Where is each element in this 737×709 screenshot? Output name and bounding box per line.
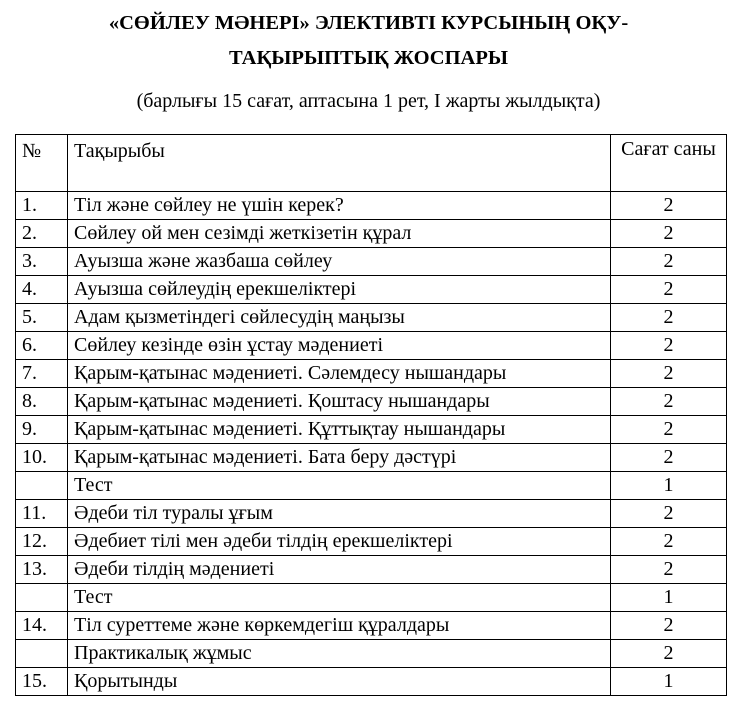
table-header-row bbox=[16, 135, 727, 192]
row-topic: Қарым-қатынас мәдениеті. Құттықтау нышандары bbox=[68, 416, 611, 444]
column-header-topic: Тақырыбы bbox=[68, 135, 611, 192]
row-number bbox=[16, 472, 68, 500]
table-body bbox=[16, 192, 727, 696]
row-topic: Тіл және сөйлеу не үшін керек? bbox=[68, 192, 611, 220]
row-hours: 2 bbox=[611, 556, 727, 584]
row-hours: 1 bbox=[611, 668, 727, 696]
table-row bbox=[16, 220, 727, 248]
table-row bbox=[16, 612, 727, 640]
row-hours: 2 bbox=[611, 612, 727, 640]
row-topic: Қарым-қатынас мәдениеті. Бата беру дәстүрі bbox=[68, 444, 611, 472]
row-hours: 2 bbox=[611, 388, 727, 416]
column-header-hours: Сағат саны bbox=[611, 135, 727, 192]
row-hours: 2 bbox=[611, 500, 727, 528]
row-hours: 2 bbox=[611, 220, 727, 248]
table-row bbox=[16, 276, 727, 304]
table-row bbox=[16, 332, 727, 360]
table-row bbox=[16, 360, 727, 388]
row-topic: Әдебиет тілі мен әдеби тілдің ерекшеліктері bbox=[68, 528, 611, 556]
table-row bbox=[16, 416, 727, 444]
row-number: 15. bbox=[16, 668, 68, 696]
row-hours: 1 bbox=[611, 584, 727, 612]
row-hours: 2 bbox=[611, 444, 727, 472]
table-row bbox=[16, 192, 727, 220]
row-topic: Тест bbox=[68, 472, 611, 500]
table-row bbox=[16, 388, 727, 416]
row-hours: 2 bbox=[611, 304, 727, 332]
row-topic: Әдеби тілдің мәдениеті bbox=[68, 556, 611, 584]
row-number: 5. bbox=[16, 304, 68, 332]
curriculum-table bbox=[15, 134, 727, 696]
row-topic: Тест bbox=[68, 584, 611, 612]
row-number: 13. bbox=[16, 556, 68, 584]
table-row bbox=[16, 304, 727, 332]
row-number: 7. bbox=[16, 360, 68, 388]
table-row bbox=[16, 668, 727, 696]
row-topic: Әдеби тіл туралы ұғым bbox=[68, 500, 611, 528]
document-title-line-1: «СӨЙЛЕУ МӘНЕРІ» ЭЛЕКТИВТІ КУРСЫНЫҢ ОҚУ- bbox=[108, 12, 629, 34]
row-number: 1. bbox=[16, 192, 68, 220]
table-row bbox=[16, 248, 727, 276]
row-number: 14. bbox=[16, 612, 68, 640]
row-number: 4. bbox=[16, 276, 68, 304]
row-number: 3. bbox=[16, 248, 68, 276]
table-row bbox=[16, 556, 727, 584]
row-number: 11. bbox=[16, 500, 68, 528]
row-topic: Қорытынды bbox=[68, 668, 611, 696]
row-topic: Сөйлеу кезінде өзін ұстау мәдениеті bbox=[68, 332, 611, 360]
table-row bbox=[16, 640, 727, 668]
column-header-number: № bbox=[16, 135, 68, 192]
table-row bbox=[16, 584, 727, 612]
row-hours: 2 bbox=[611, 192, 727, 220]
row-number bbox=[16, 640, 68, 668]
document-title-line-2: ТАҚЫРЫПТЫҚ ЖОСПАРЫ bbox=[228, 47, 508, 69]
row-hours: 1 bbox=[611, 472, 727, 500]
row-number bbox=[16, 584, 68, 612]
row-hours: 2 bbox=[611, 248, 727, 276]
table-row bbox=[16, 472, 727, 500]
row-number: 12. bbox=[16, 528, 68, 556]
row-topic: Практикалық жұмыс bbox=[68, 640, 611, 668]
row-topic: Ауызша сөйлеудің ерекшеліктері bbox=[68, 276, 611, 304]
row-number: 9. bbox=[16, 416, 68, 444]
row-hours: 2 bbox=[611, 276, 727, 304]
row-topic: Адам қызметіндегі сөйлесудің маңызы bbox=[68, 304, 611, 332]
row-number: 6. bbox=[16, 332, 68, 360]
table-row bbox=[16, 500, 727, 528]
table-row bbox=[16, 444, 727, 472]
row-hours: 2 bbox=[611, 332, 727, 360]
row-hours: 2 bbox=[611, 640, 727, 668]
row-number: 10. bbox=[16, 444, 68, 472]
row-number: 8. bbox=[16, 388, 68, 416]
row-hours: 2 bbox=[611, 360, 727, 388]
row-topic: Қарым-қатынас мәдениеті. Қоштасу нышандары bbox=[68, 388, 611, 416]
row-hours: 2 bbox=[611, 416, 727, 444]
document-subtitle: (барлығы 15 сағат, аптасына 1 рет, І жарты жылдықта) bbox=[136, 90, 601, 112]
table-row bbox=[16, 528, 727, 556]
row-topic: Тіл суреттеме және көркемдегіш құралдары bbox=[68, 612, 611, 640]
row-hours: 2 bbox=[611, 528, 727, 556]
row-number: 2. bbox=[16, 220, 68, 248]
row-topic: Ауызша және жазбаша сөйлеу bbox=[68, 248, 611, 276]
row-topic: Қарым-қатынас мәдениеті. Сәлемдесу нышандары bbox=[68, 360, 611, 388]
row-topic: Сөйлеу ой мен сезімді жеткізетін құрал bbox=[68, 220, 611, 248]
